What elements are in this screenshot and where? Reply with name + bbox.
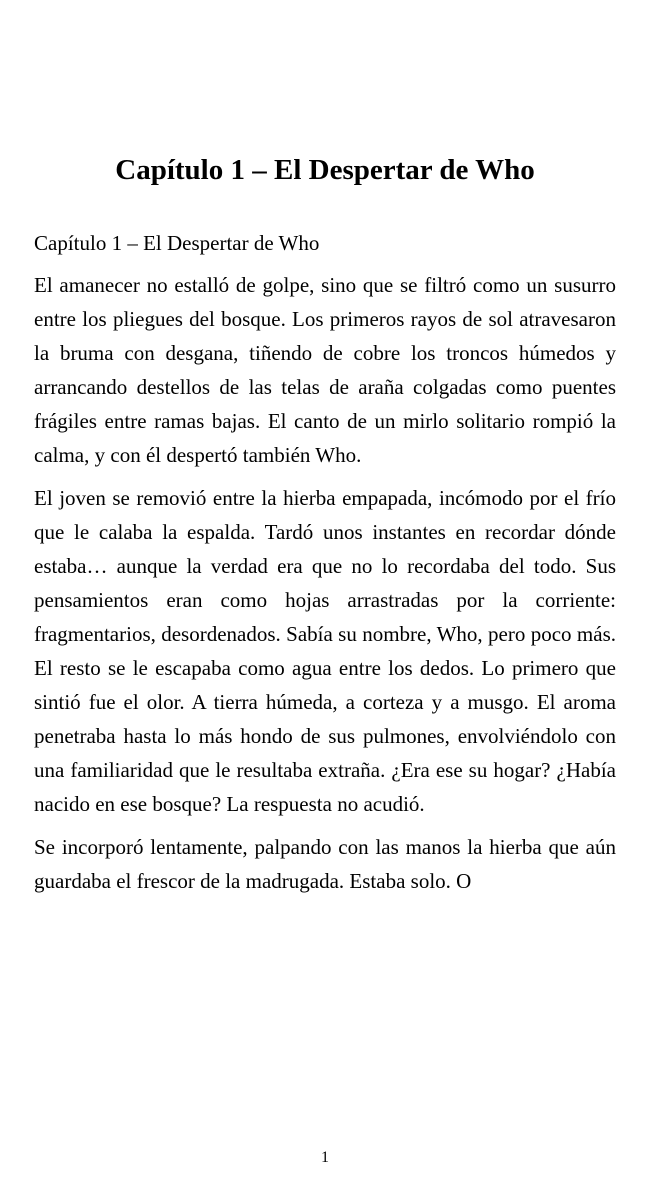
chapter-subheading: Capítulo 1 – El Despertar de Who bbox=[34, 231, 320, 255]
page-number: 1 bbox=[321, 1149, 329, 1166]
document-page bbox=[34, 0, 616, 1200]
chapter-title: Capítulo 1 – El Despertar de Who bbox=[115, 154, 535, 186]
body-text bbox=[34, 268, 616, 907]
paragraph: Se incorporó lentamente, palpando con las manos la hierba que aún guardaba el frescor de la madrugada. Estaba solo. O bbox=[34, 835, 616, 893]
paragraph: El joven se removió entre la hierba empapada, incómodo por el frío que le calaba la espalda. Tardó unos instantes en recordar dónde estaba… aunque la verdad era que no lo recordaba del todo. Sus pensamientos eran como hojas arrastradas por la corriente: fragmentarios, desordenados. Sabía su nombre, Who, pero poco más. El resto se le escapaba como agua entre los dedos. Lo primero que sintió fue el olor. A tierra húmeda, a corteza y a musgo. El aroma penetraba hasta lo más hondo de sus pulmones, envolviéndolo con una familiaridad que le resultaba extraña. ¿Era ese su hogar? ¿Había nacido en ese bosque? La respuesta no acudió. bbox=[34, 486, 616, 816]
paragraph: El amanecer no estalló de golpe, sino que se filtró como un susurro entre los pliegues del bosque. Los primeros rayos de sol atravesaron la bruma con desgana, tiñendo de cobre los troncos húmedos y arrancando destellos de las telas de araña colgadas como puentes frágiles entre ramas bajas. El canto de un mirlo solitario rompió la calma, y con él despertó también Who. bbox=[34, 273, 616, 467]
